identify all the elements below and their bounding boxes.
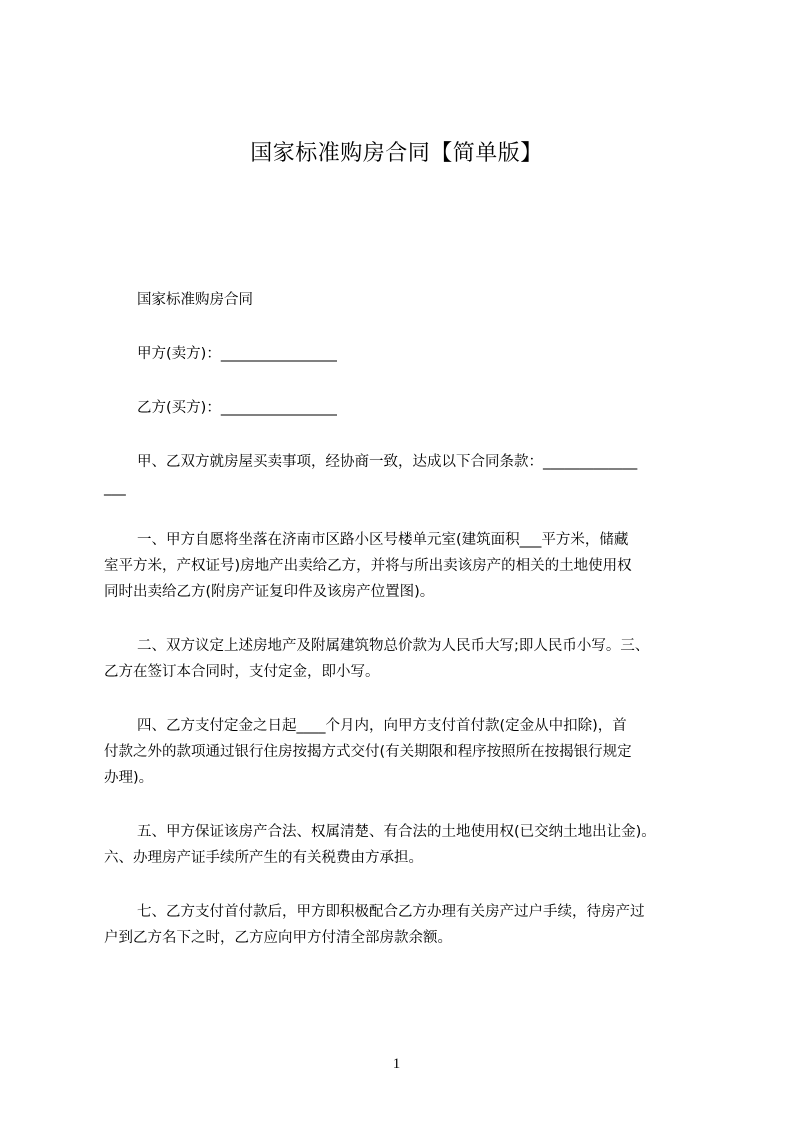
clause-1-line-1: 一、甲方自愿将坐落在济南市区路小区号楼单元室(建筑面积___平方米，储藏 [137, 532, 629, 548]
clause-7-line-2: 户到乙方名下之时，乙方应向甲方付清全部房款余额。 [104, 930, 452, 946]
clause-1-paragraph [104, 527, 704, 605]
intro-paragraph [104, 449, 704, 501]
intro-line-2: ___ [104, 480, 126, 496]
clause-7-paragraph [104, 899, 704, 951]
document-title: 国家标准购房合同【简单版】 [250, 141, 543, 166]
clause-1-line-2: 室平方米，产权证号)房地产出卖给乙方，并将与所出卖该房产的相关的土地使用权 [104, 558, 632, 574]
clause-2-paragraph [104, 633, 704, 685]
party-a-line: 甲方(卖方)：________________ [137, 346, 337, 362]
clause-5-paragraph [104, 819, 704, 871]
clause-2-line-1: 二、双方议定上述房地产及附属建筑物总价款为人民币大写;即人民币小写。三、 [137, 638, 650, 654]
clause-5-line-2: 六、办理房产证手续所产生的有关税费由方承担。 [104, 850, 423, 866]
page-number: 1 [392, 1056, 401, 1072]
party-b-line: 乙方(买方)：________________ [137, 400, 337, 416]
clause-4-line-1: 四、乙方支付定金之日起____个月内，向甲方支付首付款(定金从中扣除)，首 [137, 718, 627, 734]
clause-4-line-3: 办理)。 [104, 770, 154, 786]
contract-subtitle: 国家标准购房合同 [137, 292, 253, 308]
clause-7-line-1: 七、乙方支付首付款后，甲方即积极配合乙方办理有关房产过户手续，待房产过 [137, 904, 645, 920]
clause-4-line-2: 付款之外的款项通过银行住房按揭方式交付(有关期限和程序按照所在按揭银行规定 [104, 744, 632, 760]
clause-5-line-1: 五、甲方保证该房产合法、权属清楚、有合法的土地使用权(已交纳土地出让金)。 [137, 824, 656, 840]
clause-1-line-3: 同时出卖给乙方(附房产证复印件及该房产位置图)。 [104, 584, 435, 600]
clause-2-line-2: 乙方在签订本合同时，支付定金，即小写。 [104, 664, 380, 680]
intro-line-1: 甲、乙双方就房屋买卖事项，经协商一致，达成以下合同条款：_____________ [137, 454, 638, 470]
clause-4-paragraph [104, 713, 704, 791]
